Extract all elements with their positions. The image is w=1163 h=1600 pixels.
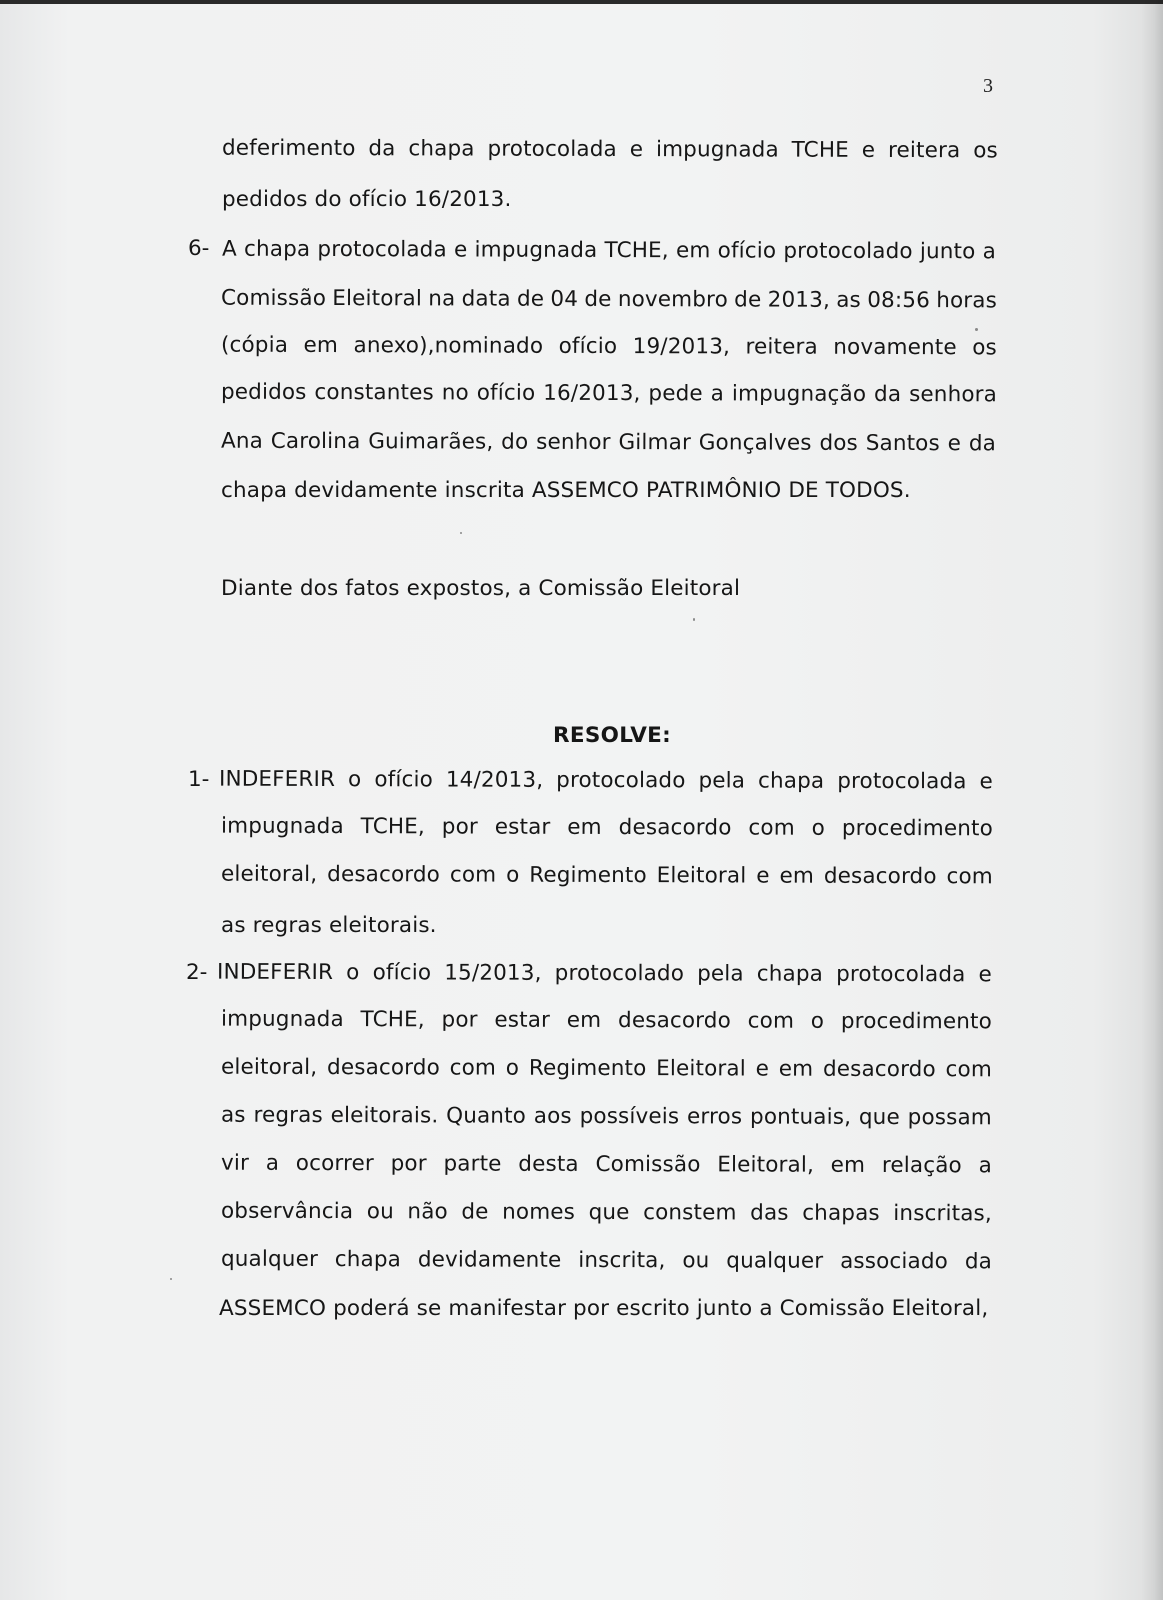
list-marker: 6-: [188, 236, 210, 261]
page-number: 3: [983, 75, 993, 97]
list-item-line: A chapa protocolada e impugnada TCHE, em ofício protocolado junto a: [221, 236, 997, 265]
scan-speck: [975, 328, 978, 331]
list-item-line: as regras eleitorais.: [221, 913, 437, 938]
list-item-line: Ana Carolina Guimarães, do senhor Gilmar Gonçalves dos Santos e da: [220, 428, 997, 457]
list-item-line: Comissão Eleitoral na data de 04 de novembro de 2013, as 08:56 horas: [220, 285, 998, 314]
list-item-line: (cópia em anexo),nominado ofício 19/2013, reitera novamente os: [220, 332, 997, 361]
paragraph-line: deferimento da chapa protocolada e impugnada TCHE e reitera os: [221, 135, 998, 164]
list-item-line: impugnada TCHE, por estar em desacordo com o procedimento: [220, 813, 993, 842]
list-item-line: observância ou não de nomes que constem das chapas inscritas,: [220, 1198, 992, 1227]
resolution-intro: Diante dos fatos expostos, a Comissão Eleitoral: [221, 576, 741, 601]
scan-top-edge: [0, 0, 1163, 4]
list-item-line: qualquer chapa devidamente inscrita, ou qualquer associado da: [220, 1246, 993, 1275]
list-marker: 2-: [186, 960, 208, 985]
scan-speck: [693, 618, 695, 621]
list-item-line: ASSEMCO poderá se manifestar por escrito junto a Comissão Eleitoral,: [219, 1296, 989, 1321]
scan-speck: [170, 1278, 172, 1280]
scan-speck: [460, 532, 462, 534]
list-marker: 1-: [188, 767, 210, 792]
paragraph-line: pedidos do ofício 16/2013.: [222, 187, 512, 212]
section-heading: RESOLVE:: [553, 723, 672, 748]
list-item-line: impugnada TCHE, por estar em desacordo com o procedimento: [220, 1006, 992, 1035]
scan-right-edge-shadow: [1141, 0, 1163, 1600]
list-item-line: as regras eleitorais. Quanto aos possíveis erros pontuais, que possam: [220, 1102, 992, 1131]
list-item-line: eleitoral, desacordo com o Regimento Eleitoral e em desacordo com: [220, 861, 993, 890]
list-item-line: pedidos constantes no ofício 16/2013, pede a impugnação da senhora: [220, 379, 998, 408]
list-item-line: INDEFERIR o ofício 14/2013, protocolado pela chapa protocolada e: [218, 766, 994, 795]
list-item-line: INDEFERIR o ofício 15/2013, protocolado pela chapa protocolada e: [216, 959, 993, 988]
list-item-line: eleitoral, desacordo com o Regimento Eleitoral e em desacordo com: [220, 1054, 992, 1083]
list-item-line: chapa devidamente inscrita ASSEMCO PATRIMÔNIO DE TODOS.: [221, 478, 911, 503]
list-item-line: vir a ocorrer por parte desta Comissão Eleitoral, em relação a: [220, 1150, 993, 1179]
